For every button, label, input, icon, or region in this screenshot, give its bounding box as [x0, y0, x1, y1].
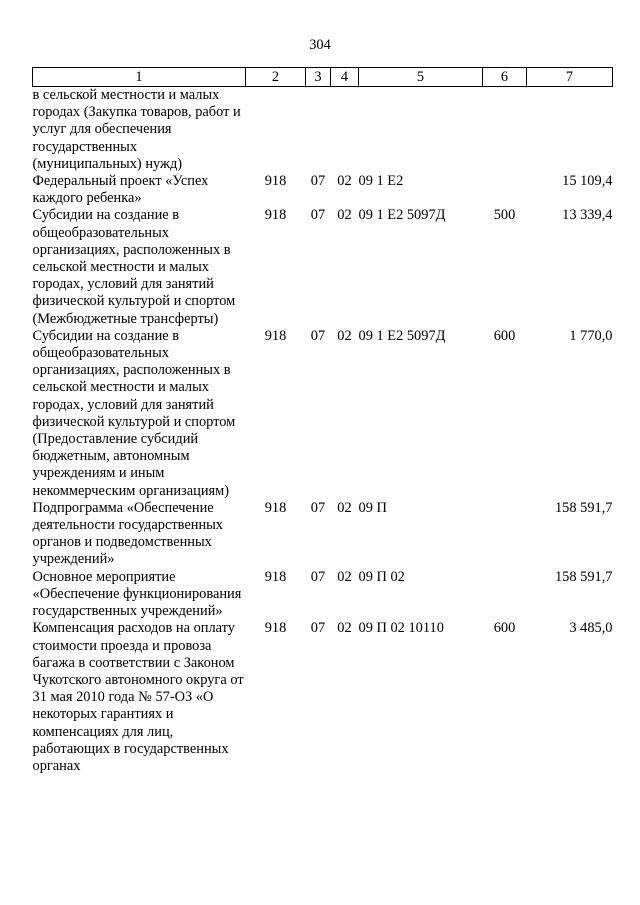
section-code: [306, 87, 331, 174]
target-article-code: 09 1 Е2 5097Д: [358, 207, 446, 224]
expense-type-code: [483, 569, 527, 621]
amount: 158 591,7: [554, 499, 613, 516]
ministry-code: 918: [264, 568, 287, 585]
column-header: 1: [33, 68, 246, 87]
section-code: 07: [310, 568, 326, 585]
page-number: 304: [309, 37, 331, 53]
column-header: 3: [306, 68, 331, 87]
section-code: 07: [310, 499, 326, 516]
expense-type-code: 600: [493, 327, 516, 344]
subsection-code: 02: [337, 173, 352, 190]
section-code: 07: [310, 620, 326, 637]
row-name: Подпрограмма «Обеспечение деятельности государственных органов и подведомственных учреждений»: [32, 499, 224, 568]
target-article-code: 09 П 02 10110: [358, 620, 444, 637]
subsection-code: 02: [337, 207, 352, 224]
table-row: [33, 207, 613, 327]
amount: 3 485,0: [569, 620, 613, 637]
section-code: 07: [310, 207, 326, 224]
target-article-code: 09 П: [358, 499, 387, 516]
expense-type-code: [483, 173, 527, 207]
amount: 13 339,4: [562, 207, 613, 224]
target-article-code: 09 1 Е2: [358, 173, 404, 190]
column-header: 2: [246, 68, 306, 87]
table-row: [33, 328, 613, 500]
row-name: Субсидии на создание в общеобразовательных организациях, расположенных в сельской местности и малых городах, условий для занятий физической культурой и спортом (Межбюджетные трансферты): [32, 207, 236, 327]
section-code: 07: [310, 173, 326, 190]
column-header: 5: [359, 68, 483, 87]
ministry-code: 918: [264, 620, 287, 637]
table-header-row: [33, 68, 613, 87]
row-name: в сельской местности и малых городах (Закупка товаров, работ и услуг для обеспечения государственных (муниципальных) нужд): [32, 87, 241, 172]
row-name: Субсидии на создание в общеобразовательных организациях, расположенных в сельской местности и малых городах, условий для занятий физической культурой и спортом (Предоставление субсидий бюджетным, автономным учреждениям и иным некоммерческим организациям): [32, 327, 236, 499]
budget-table: [32, 67, 613, 775]
row-name: Федеральный проект «Успех каждого ребенка»: [32, 173, 209, 207]
table-row: [33, 569, 613, 621]
ministry-code: 918: [264, 327, 287, 344]
table-row: [33, 173, 613, 207]
table-row: [33, 87, 613, 174]
amount: [527, 87, 613, 174]
ministry-code: 918: [264, 207, 287, 224]
column-header: 6: [483, 68, 527, 87]
target-article-code: 09 1 Е2 5097Д: [358, 327, 446, 344]
subsection-code: [331, 87, 359, 174]
row-name: Основное мероприятие «Обеспечение функционирования государственных учреждений»: [32, 568, 242, 620]
table-row: [33, 620, 613, 775]
ministry-code: 918: [264, 173, 287, 190]
amount: 1 770,0: [569, 327, 613, 344]
expense-type-code: 500: [493, 207, 516, 224]
expense-type-code: [483, 500, 527, 569]
target-article-code: 09 П 02: [358, 568, 405, 585]
row-name: Компенсация расходов на оплату стоимости проезда и провоза багажа в соответствии с Законом Чукотского автономного округа от 31 мая 2010 года № 57-ОЗ «О некоторых гарантиях и компенсациях для лиц, работающих в государственных органах: [32, 620, 244, 774]
section-code: 07: [310, 327, 326, 344]
expense-type-code: [483, 87, 527, 174]
amount: 158 591,7: [554, 568, 613, 585]
subsection-code: 02: [337, 499, 352, 516]
amount: 15 109,4: [562, 173, 613, 190]
subsection-code: 02: [337, 620, 352, 637]
ministry-code: [246, 87, 306, 174]
expense-type-code: 600: [493, 620, 516, 637]
subsection-code: 02: [337, 568, 352, 585]
subsection-code: 02: [337, 327, 352, 344]
table-row: [33, 500, 613, 569]
column-header: 4: [331, 68, 359, 87]
column-header: 7: [527, 68, 613, 87]
ministry-code: 918: [264, 499, 287, 516]
target-article-code: [359, 87, 483, 174]
